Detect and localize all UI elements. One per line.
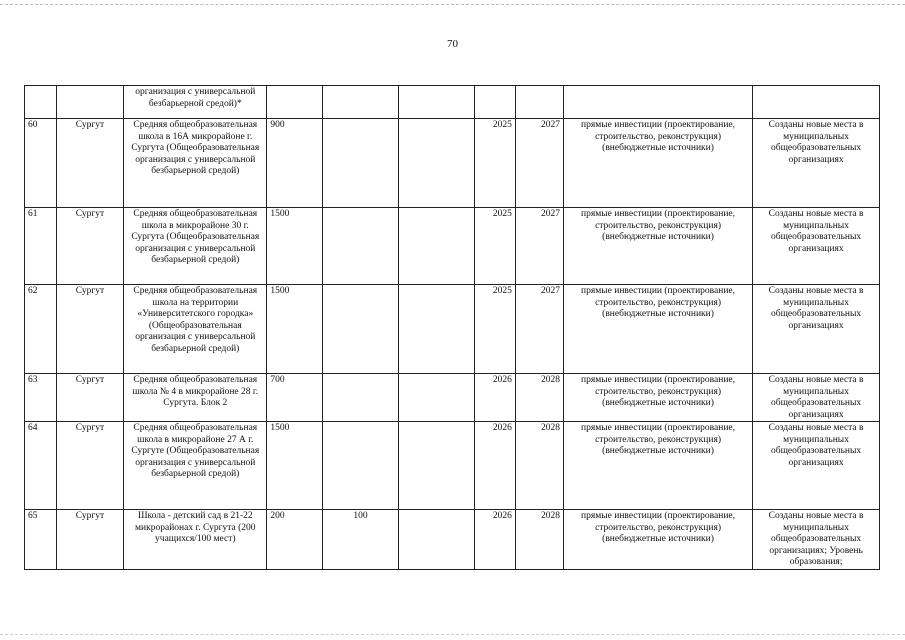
cell-empty (399, 119, 475, 208)
cell-start: 2025 (474, 119, 515, 208)
table-row (25, 374, 880, 422)
cell-capacity: 700 (267, 374, 322, 422)
cell-num: 62 (25, 285, 57, 374)
cell-result: Созданы новые места в муниципальных общеобразовательных организациях (753, 374, 880, 422)
cell-empty (399, 208, 475, 285)
cell-capacity: 1500 (267, 208, 322, 285)
cell-result: Созданы новые места в муниципальных общеобразовательных организациях (753, 208, 880, 285)
cell-city: Сургут (56, 510, 124, 570)
investment-projects-table (24, 85, 880, 570)
table-row (25, 422, 880, 510)
table-row-continuation (25, 86, 880, 119)
cell-result: Созданы новые места в муниципальных общеобразовательных организациях (753, 119, 880, 208)
cell-num: 61 (25, 208, 57, 285)
cell-num (25, 86, 57, 119)
cell-capacity: 200 (267, 510, 322, 570)
table-row (25, 285, 880, 374)
table-row (25, 119, 880, 208)
cell-extra (322, 285, 399, 374)
cell-name: Средняя общеобразовательная школа в микрорайоне 30 г. Сургута (Общеобразовательная организация с универсальной безбарьерной средой) (124, 208, 267, 285)
cell-end: 2028 (515, 510, 563, 570)
cell-capacity: 1500 (267, 285, 322, 374)
cell-result: Созданы новые места в муниципальных общеобразовательных организациях (753, 285, 880, 374)
cell-start: 2026 (474, 422, 515, 510)
cell-city: Сургут (56, 208, 124, 285)
cell-end (515, 86, 563, 119)
cell-end: 2027 (515, 119, 563, 208)
cell-name: Школа - детский сад в 21-22 микрорайонах г. Сургута (200 учащихся/100 мест) (124, 510, 267, 570)
scan-top-edge (0, 4, 905, 6)
cell-end: 2028 (515, 374, 563, 422)
cell-extra (322, 86, 399, 119)
cell-city: Сургут (56, 422, 124, 510)
cell-empty (399, 374, 475, 422)
cell-num: 60 (25, 119, 57, 208)
cell-extra (322, 374, 399, 422)
cell-city (56, 86, 124, 119)
table-row (25, 510, 880, 570)
cell-name: Средняя общеобразовательная школа на территории «Университетского городка» (Общеобразовательная организация с универсальной безбарьерной средой) (124, 285, 267, 374)
cell-end: 2027 (515, 208, 563, 285)
cell-start: 2026 (474, 374, 515, 422)
cell-name: организация с универсальной безбарьерной средой)* (124, 86, 267, 119)
scan-bottom-edge (0, 634, 905, 636)
cell-source: прямые инвестиции (проектирование, строительство, реконструкция) (внебюджетные источники) (563, 119, 752, 208)
cell-city: Сургут (56, 374, 124, 422)
cell-name: Средняя общеобразовательная школа № 4 в микрорайоне 28 г. Сургута. Блок 2 (124, 374, 267, 422)
cell-capacity: 900 (267, 119, 322, 208)
cell-extra (322, 119, 399, 208)
cell-capacity (267, 86, 322, 119)
cell-end: 2028 (515, 422, 563, 510)
cell-city: Сургут (56, 119, 124, 208)
cell-empty (399, 510, 475, 570)
cell-result (753, 86, 880, 119)
cell-source: прямые инвестиции (проектирование, строительство, реконструкция) (внебюджетные источники) (563, 510, 752, 570)
cell-name: Средняя общеобразовательная школа в микрорайоне 27 А г. Сургуте (Общеобразовательная организация с универсальной безбарьерной средой) (124, 422, 267, 510)
cell-result: Созданы новые места в муниципальных общеобразовательных организациях (753, 422, 880, 510)
cell-extra (322, 208, 399, 285)
cell-result: Созданы новые места в муниципальных общеобразовательных организациях; Уровень образования; (753, 510, 880, 570)
cell-start: 2025 (474, 285, 515, 374)
table-row (25, 208, 880, 285)
cell-num: 65 (25, 510, 57, 570)
cell-extra (322, 422, 399, 510)
cell-start (474, 86, 515, 119)
cell-source: прямые инвестиции (проектирование, строительство, реконструкция)(внебюджетные источники) (563, 285, 752, 374)
cell-empty (399, 422, 475, 510)
cell-start: 2026 (474, 510, 515, 570)
cell-extra: 100 (322, 510, 399, 570)
cell-city: Сургут (56, 285, 124, 374)
cell-end: 2027 (515, 285, 563, 374)
page-number: 70 (447, 38, 458, 50)
cell-source: прямые инвестиции (проектирование, строительство, реконструкция) (внебюджетные источники) (563, 374, 752, 422)
cell-source (563, 86, 752, 119)
cell-num: 64 (25, 422, 57, 510)
cell-name: Средняя общеобразовательная школа в 16А микрорайоне г. Сургута (Общеобразовательная организация с универсальной безбарьерной средой) (124, 119, 267, 208)
cell-empty (399, 86, 475, 119)
cell-num: 63 (25, 374, 57, 422)
cell-empty (399, 285, 475, 374)
cell-source: прямые инвестиции (проектирование, строительство, реконструкция) (внебюджетные источники) (563, 422, 752, 510)
cell-source: прямые инвестиции (проектирование, строительство, реконструкция) (внебюджетные источники) (563, 208, 752, 285)
cell-capacity: 1500 (267, 422, 322, 510)
cell-start: 2025 (474, 208, 515, 285)
